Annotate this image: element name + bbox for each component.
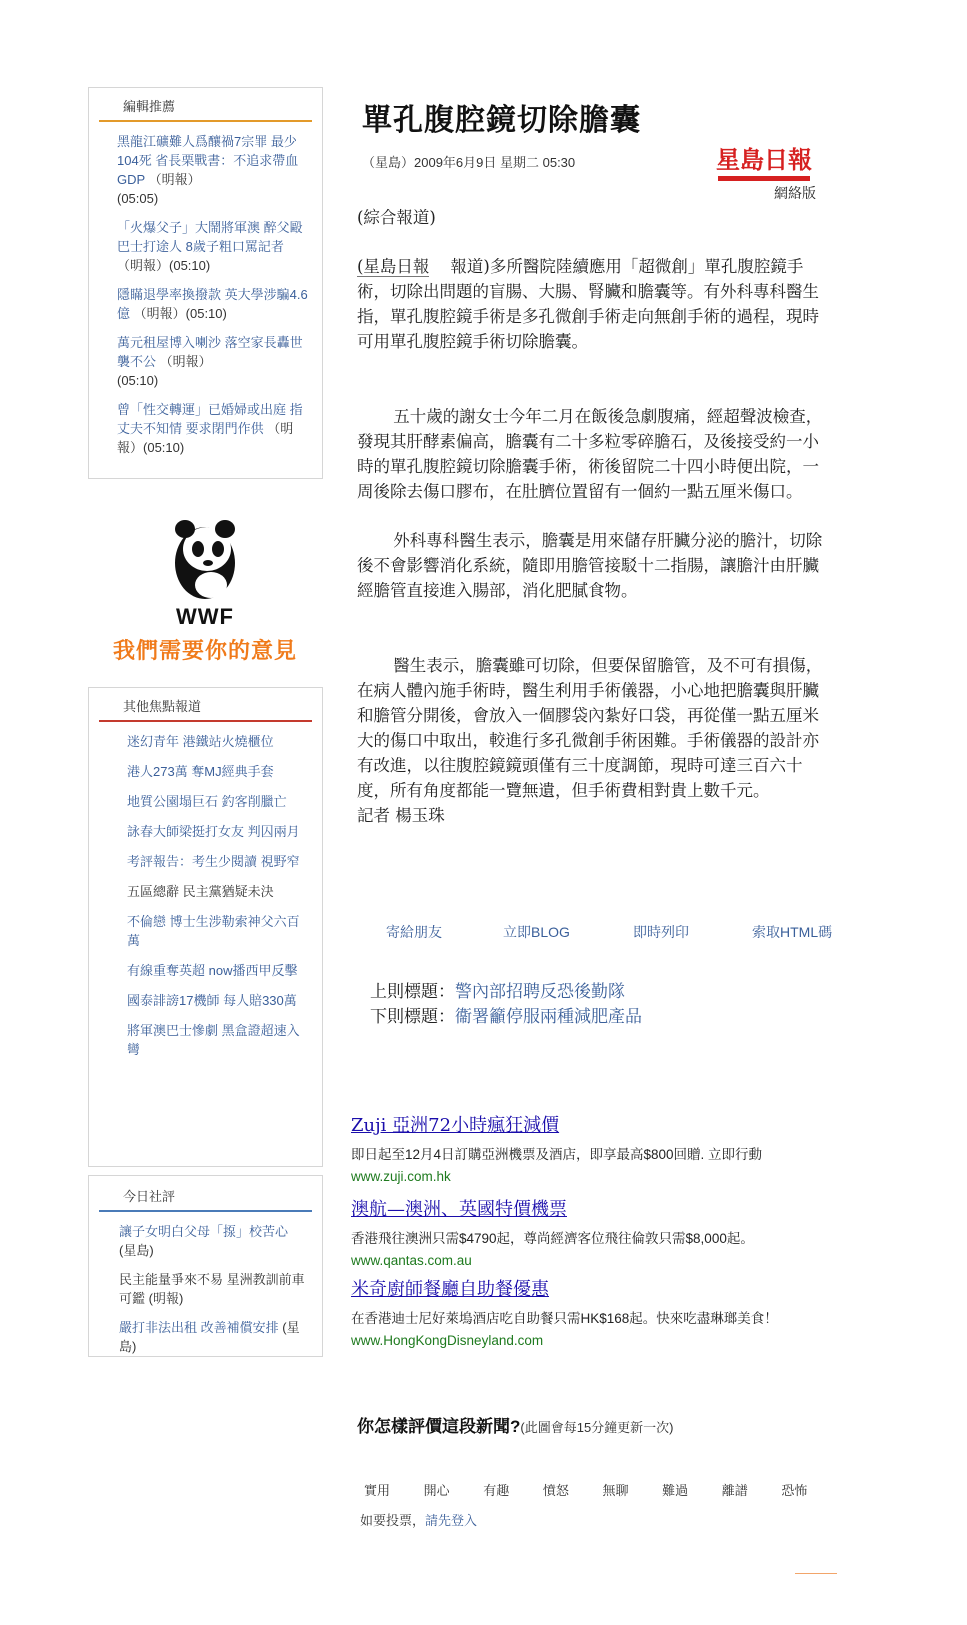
editorial-title: 今日社評 (99, 1186, 312, 1212)
next-label: 下則標題： (370, 1007, 455, 1027)
rating-question-text: 你怎樣評價這段新聞? (357, 1417, 521, 1436)
get-html-link[interactable]: 索取HTML碼 (752, 924, 833, 940)
ad-description: 即日起至12月4日訂購亞洲機票及酒店，即享最高$800回贈. 立即行動 (351, 1147, 763, 1162)
login-prompt (360, 1510, 477, 1529)
list-item[interactable]: 不倫戀 博士生涉勒索神父六百萬 (127, 914, 300, 948)
editorial-box (88, 1175, 323, 1357)
item-time: (05:10) (117, 373, 159, 388)
item-link[interactable]: 隱瞞退學率換撥款 英大學涉騙4.6億 (117, 287, 308, 321)
item-link[interactable]: 「火爆父子」大鬧將軍澳 醉父毆巴士打途人 8歲子粗口罵記者 (117, 220, 303, 254)
ad-title-link[interactable]: 米奇廚師餐廳自助餐優惠 (351, 1279, 549, 1300)
next-article-link[interactable]: 衞署籲停服兩種減肥產品 (455, 1007, 642, 1027)
item-time: (05:10) (185, 306, 227, 321)
ad-url-link[interactable]: www.qantas.com.au (351, 1253, 472, 1268)
list-item[interactable]: 五區總辭 民主黨猶疑未決 (127, 884, 274, 899)
item-source: (明報) (148, 1291, 184, 1306)
list-item[interactable]: 國泰誹謗17機師 每人賠330萬 (127, 993, 297, 1008)
ad-description: 香港飛往澳洲只需$4790起，尊尚經濟客位飛往倫敦只需$8,000起。 (351, 1231, 754, 1246)
wwf-banner[interactable] (110, 515, 300, 665)
logo-text: 星島日報 (716, 146, 812, 174)
editorial-list (89, 1212, 322, 1376)
editor-picks-list (89, 122, 322, 477)
list-item[interactable]: 將軍澳巴士慘劇 黑盒證超速入彎 (127, 1023, 300, 1057)
item-link[interactable]: 讓子女明白父母「揼」校苦心 (119, 1224, 289, 1239)
print-link[interactable]: 即時列印 (633, 924, 689, 940)
list-item[interactable] (119, 1318, 308, 1356)
wwf-slogan: 我們需要你的意見 (112, 638, 297, 663)
item-link[interactable]: 嚴打非法出租 改善補償安排 (119, 1320, 279, 1335)
focus-news-list (89, 722, 322, 1080)
article-reporter: 記者 楊玉珠 (357, 806, 445, 825)
list-item[interactable]: 地質公園塌巨石 釣客削臘亡 (127, 794, 287, 809)
vote-options (364, 1480, 837, 1499)
article-dateline: （星島）2009年6月9日 星期二 05:30 (362, 155, 576, 170)
singtao-logo (712, 140, 816, 203)
list-item[interactable]: 考評報告：考生少閱讀 視野窄 (127, 854, 300, 869)
source-tag-end: 報道) (450, 257, 490, 276)
editor-picks-box (88, 87, 323, 479)
decorative-divider (795, 1573, 837, 1574)
item-source: (星島) (119, 1320, 300, 1354)
list-item[interactable] (117, 132, 308, 208)
prev-article-row (370, 977, 625, 1002)
article-paragraph: 五十歲的謝女士今年二月在飯後急劇腹痛，經超聲波檢查，發現其肝酵素偏高，膽囊有二十多粒零碎膽石，及後接受約一小時的單孔腹腔鏡切除膽囊手術，術後留院二十四小時便出院，一周後除去傷口膠布，在肚臍位置留有一個約一點五厘米傷口。 (357, 407, 823, 501)
item-source: (星島) (119, 1243, 154, 1258)
logo-underline (718, 176, 810, 181)
item-source: （明報） (159, 354, 212, 369)
login-link[interactable]: 請先登入 (425, 1513, 478, 1528)
article-intro: (綜合報道) (357, 208, 436, 227)
item-link[interactable]: 萬元租屋博入喇沙 落空家長轟世襲不公 (117, 335, 303, 369)
ad-title-link[interactable]: 澳航—澳洲、英國特價機票 (351, 1199, 567, 1220)
article-paragraph (357, 254, 827, 354)
vote-option[interactable]: 開心 (423, 1483, 450, 1498)
item-source: （明報） (148, 172, 201, 187)
item-link[interactable]: 民主能量爭來不易 星洲教訓前車可鑑 (119, 1272, 305, 1306)
rating-question (357, 1412, 674, 1437)
item-source: （明報） (133, 306, 186, 321)
send-to-friend-link[interactable]: 寄給朋友 (386, 924, 442, 940)
list-item[interactable] (117, 285, 308, 323)
item-time: (05:10) (143, 440, 185, 455)
ad-item (351, 1275, 851, 1348)
rating-note: (此圖會每15分鐘更新一次) (520, 1420, 674, 1435)
vote-option[interactable]: 恐怖 (781, 1483, 808, 1498)
wwf-logo-text: WWF (176, 604, 234, 629)
item-source: （明報） (117, 258, 170, 273)
logo-subtitle: 網絡版 (774, 185, 816, 201)
vote-option[interactable]: 有趣 (483, 1483, 510, 1498)
focus-news-title: 其他焦點報道 (99, 696, 312, 722)
list-item[interactable] (117, 218, 308, 275)
list-item[interactable]: 港人273萬 奪MJ經典手套 (127, 764, 274, 779)
article-headline: 單孔腹腔鏡切除膽囊 (362, 103, 641, 138)
prev-label: 上則標題： (370, 982, 455, 1002)
vote-option[interactable]: 離譜 (721, 1483, 748, 1498)
article-paragraph: 外科專科醫生表示，膽囊是用來儲存肝臟分泌的膽汁，切除後不會影響消化系統，隨即用膽管接駁十二指腸，讓膽汁由肝臟經膽管直接進入腸部，消化肥膩食物。 (357, 531, 823, 600)
item-source: （明報） (117, 421, 294, 455)
vote-option[interactable]: 無聊 (602, 1483, 629, 1498)
list-item[interactable]: 有線重奪英超 now播西甲反擊 (127, 963, 298, 978)
ad-url-link[interactable]: www.zuji.com.hk (351, 1169, 451, 1184)
paragraph-text: 多所醫院陸續應用「超微創」單孔腹腔鏡手術，切除出問題的盲腸、大腸、腎臟和膽囊等。有外科專科醫生指，單孔腹腔鏡手術是多孔微創手術走向無創手術的過程，現時可用單孔腹腔鏡手術切除膽囊。 (357, 257, 819, 351)
list-item[interactable]: 迷幻青年 港鐵站火燒櫃位 (127, 734, 274, 749)
focus-news-box (88, 687, 323, 1167)
list-item[interactable] (119, 1222, 308, 1260)
ad-item (351, 1195, 851, 1268)
ad-url-link[interactable]: www.HongKongDisneyland.com (351, 1333, 544, 1348)
list-item[interactable] (117, 333, 308, 390)
blog-link[interactable]: 立即BLOG (503, 924, 570, 940)
panda-logo-icon (167, 515, 243, 603)
vote-option[interactable]: 實用 (364, 1483, 391, 1498)
ad-item (351, 1111, 851, 1184)
article-body (357, 205, 827, 852)
login-prefix: 如要投票， (360, 1513, 426, 1528)
ad-title-link[interactable]: Zuji 亞洲72小時瘋狂減價 (351, 1115, 560, 1136)
article-paragraph: 醫生表示，膽囊雖可切除，但要保留膽管，及不可有損傷，在病人體內施手術時，醫生利用手術儀器，小心地把膽囊與肝臟和膽管分開後，會放入一個膠袋內紮好口袋，再從僅一點五厘米大的傷口中取出，較進行多孔微創手術困難。手術儀器的設計亦有改進，以往腹腔鏡鏡頭僅有三十度調節，現時可達三百六十度，所有角度都能一覽無遺，但手術費相對貴上數千元。 (357, 656, 823, 800)
list-item[interactable]: 詠春大師梁挺打女友 判囚兩月 (127, 824, 300, 839)
list-item[interactable] (119, 1270, 308, 1308)
source-tag: (星島日報 (357, 257, 430, 276)
list-item[interactable] (117, 400, 308, 457)
vote-option[interactable]: 難過 (662, 1483, 689, 1498)
item-link[interactable]: 曾「性交轉運」已婚婦或出庭 指丈夫不知情 要求閉門作供 (117, 402, 303, 436)
item-time: (05:05) (117, 191, 159, 206)
prev-article-link[interactable]: 警內部招聘反恐後勤隊 (455, 982, 625, 1002)
vote-option[interactable]: 憤怒 (542, 1483, 569, 1498)
item-time: (05:10) (169, 258, 211, 273)
next-article-row (370, 1002, 642, 1027)
ad-description: 在香港迪士尼好萊塢酒店吃自助餐只需HK$168起。快來吃盡琳瑯美食！ (351, 1311, 778, 1326)
item-link[interactable]: 黑龍江礦難人爲釀禍7宗罪 最少104死 省長栗戰書：不追求帶血GDP (117, 134, 299, 187)
editor-picks-title: 編輯推薦 (99, 96, 312, 122)
